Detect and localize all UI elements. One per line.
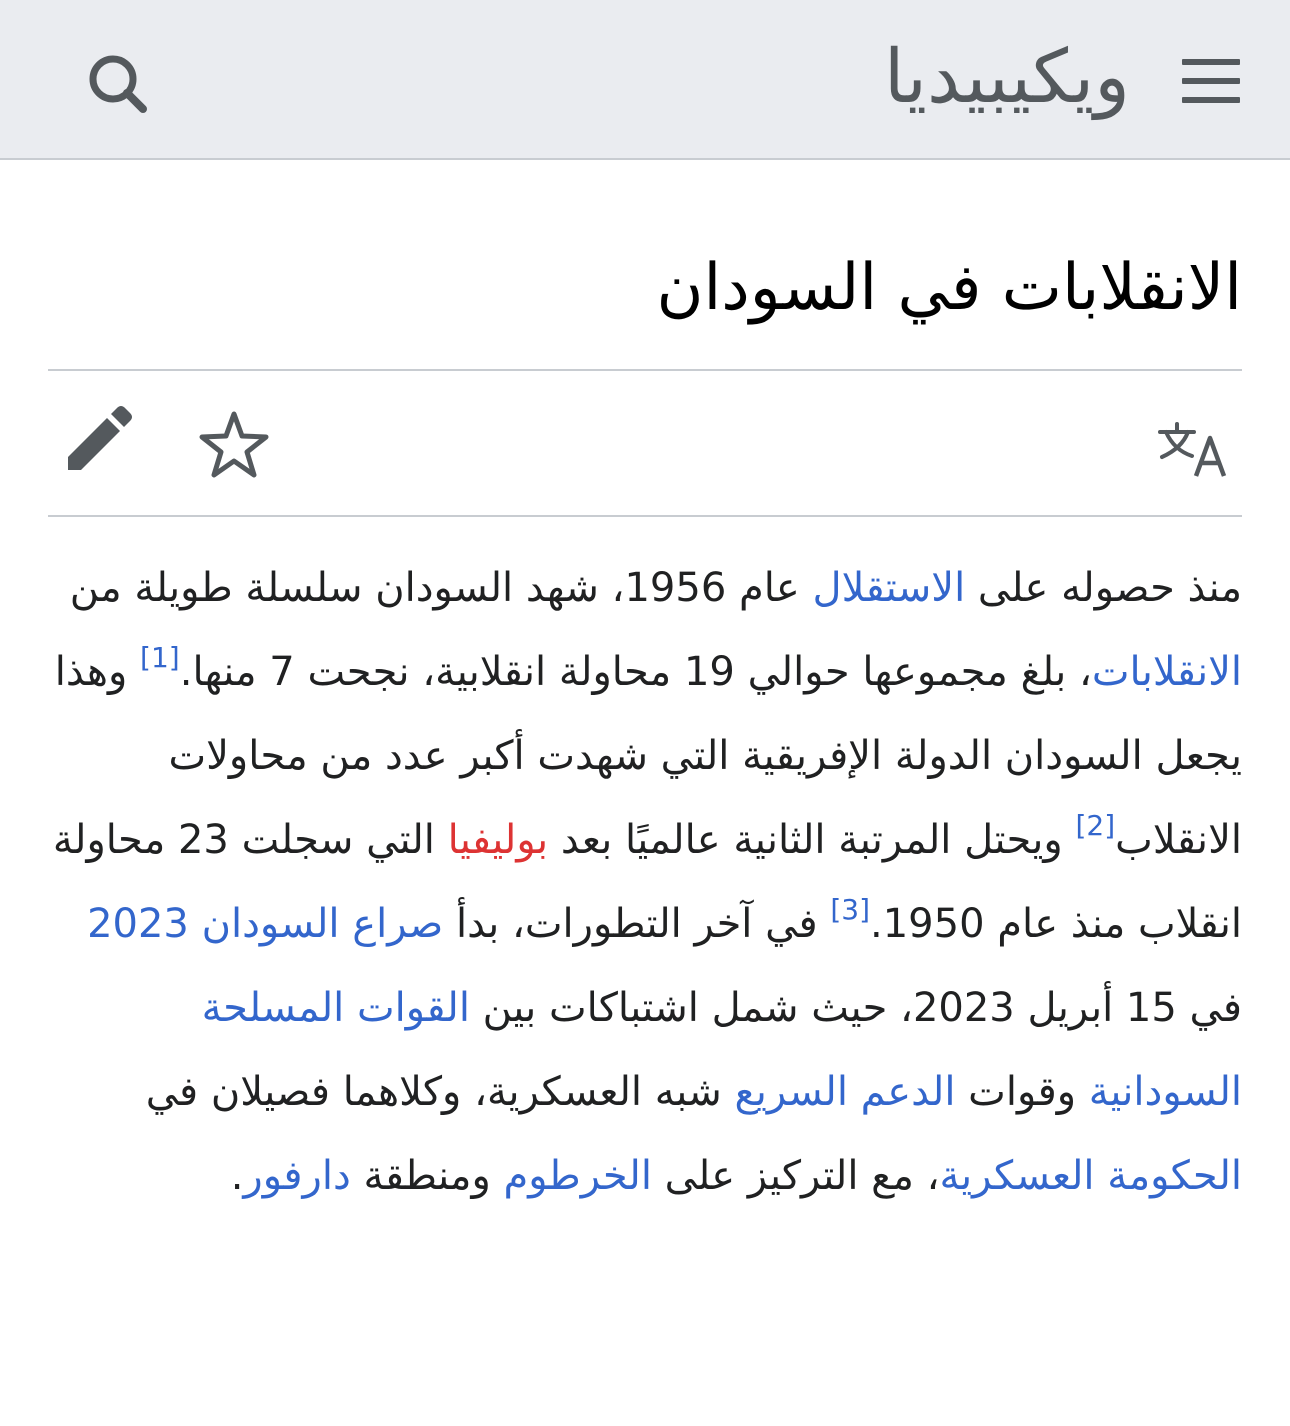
top-bar bbox=[0, 0, 1290, 160]
link-rapid-support-forces[interactable]: الدعم السريع bbox=[734, 1069, 956, 1115]
body-text: التي سجلت 23 محاولة انقلاب منذ عام 1950. bbox=[52, 817, 1242, 947]
main-menu-button[interactable] bbox=[1160, 40, 1260, 130]
link-sudanese-armed-forces[interactable]: القوات المسلحة السودانية bbox=[201, 985, 1242, 1115]
search-button[interactable] bbox=[70, 40, 160, 130]
link-military-government[interactable]: الحكومة العسكرية bbox=[939, 1153, 1242, 1199]
reference-2[interactable]: [2] bbox=[1075, 809, 1116, 842]
body-text: ومنطقة bbox=[350, 1153, 504, 1199]
translate-icon bbox=[1144, 394, 1244, 494]
hamburger-menu-icon bbox=[1182, 59, 1240, 65]
link-coups[interactable]: الانقلابات bbox=[1091, 649, 1242, 695]
link-sudan-conflict-2023[interactable]: صراع السودان 2023 bbox=[87, 901, 444, 947]
body-text: وهذا يجعل السودان الدولة الإفريقية التي شهدت أكبر عدد من محاولات الانقلاب bbox=[54, 649, 1242, 863]
actions-divider bbox=[48, 515, 1242, 517]
body-text: في آخر التطورات، بدأ bbox=[443, 901, 831, 947]
hamburger-menu-icon bbox=[1182, 78, 1240, 84]
body-text: ويحتل المرتبة الثانية عالميًا بعد bbox=[548, 817, 1076, 863]
article-lead-paragraph bbox=[48, 546, 1242, 1218]
pencil-icon bbox=[48, 394, 148, 494]
hamburger-menu-icon bbox=[1182, 97, 1240, 103]
title-divider bbox=[48, 369, 1242, 371]
reference-1[interactable]: [1] bbox=[140, 641, 180, 674]
link-darfur[interactable]: دارفور bbox=[243, 1153, 351, 1199]
body-text: ، بلغ مجموعها حوالي 19 محاولة انقلابية، نجحت 7 منها. bbox=[179, 649, 1092, 695]
language-button[interactable] bbox=[1144, 394, 1244, 494]
page-actions-bar bbox=[48, 372, 1242, 516]
link-independence[interactable]: الاستقلال bbox=[812, 565, 966, 611]
redlink-bolivia[interactable]: بوليفيا bbox=[447, 817, 549, 863]
body-text: . bbox=[230, 1153, 244, 1199]
page-title: الانقلابات في السودان bbox=[656, 251, 1242, 325]
body-text: ، مع التركيز على bbox=[651, 1153, 940, 1199]
wikipedia-wordmark[interactable]: ويكيبيديا bbox=[883, 34, 1130, 120]
body-text: في 15 أبريل 2023، حيث شمل اشتباكات بين bbox=[469, 985, 1242, 1031]
body-text: عام 1956، شهد السودان سلسلة طويلة من bbox=[69, 565, 813, 611]
body-text: شبه العسكرية، وكلاهما فصيلان في bbox=[145, 1069, 735, 1115]
body-text: منذ حصوله على bbox=[965, 565, 1242, 611]
search-icon bbox=[70, 40, 160, 130]
reference-3[interactable]: [3] bbox=[830, 893, 871, 926]
edit-button[interactable] bbox=[48, 394, 148, 494]
body-text: وقوات bbox=[955, 1069, 1089, 1115]
watch-button[interactable] bbox=[184, 394, 284, 494]
link-khartoum[interactable]: الخرطوم bbox=[503, 1153, 652, 1199]
star-icon bbox=[184, 394, 284, 494]
